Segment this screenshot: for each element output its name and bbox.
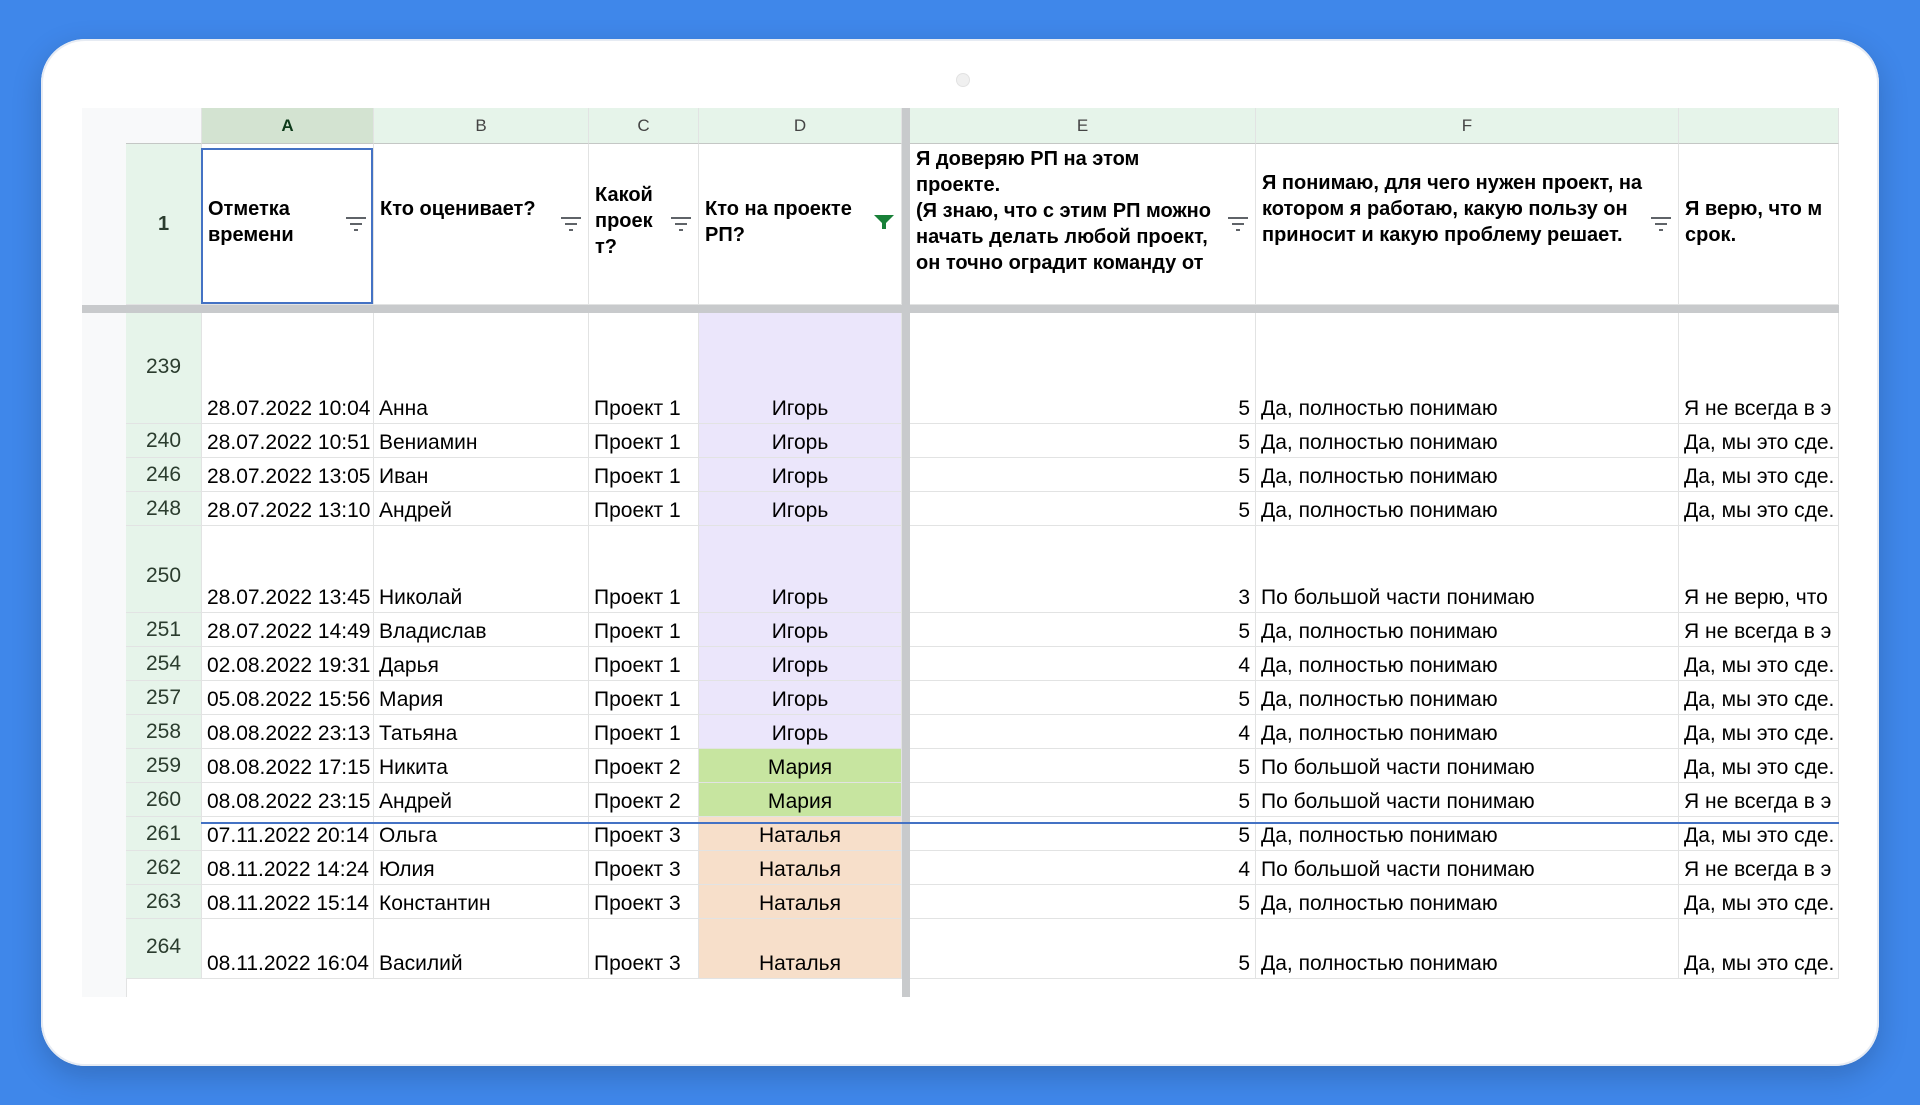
header-cell-believe[interactable] [1679,144,1839,305]
cell-text: Проект 3 [594,858,681,881]
cell-text: 08.11.2022 16:04 [207,952,369,975]
cell-text: По большой части понимаю [1261,586,1535,609]
cell-text: Наталья [758,858,841,881]
cell-trust[interactable] [910,313,1256,424]
cell-understand[interactable] [1256,424,1679,458]
col-header-c[interactable]: C [589,108,699,144]
cell-text: Я не всегда в э [1684,397,1832,420]
cell-text: Мария [767,790,833,813]
cell-text: Проект 1 [594,397,681,420]
table-row [82,715,1839,749]
cell-timestamp[interactable] [202,681,374,715]
cell-text: Я не верю, что [1684,586,1828,609]
cell-believe[interactable] [1679,715,1839,749]
header-cell-who[interactable] [374,144,589,305]
cell-timestamp[interactable] [202,613,374,647]
cell-who[interactable] [374,851,589,885]
cell-text: Проект 3 [594,824,681,847]
header-cell-understand[interactable] [1256,144,1679,305]
cell-who[interactable] [374,526,589,613]
cell-pm[interactable] [699,613,902,647]
cell-believe[interactable] [1679,851,1839,885]
cell-understand[interactable] [1256,458,1679,492]
cell-understand[interactable] [1256,613,1679,647]
cell-text: 28.07.2022 10:04 [207,397,371,420]
cell-understand[interactable] [1256,647,1679,681]
row-number[interactable]: 259 [126,749,202,783]
row-number[interactable]: 257 [126,681,202,715]
cell-text: Татьяна [379,722,458,745]
cell-timestamp[interactable] [202,783,374,817]
cell-pm[interactable] [699,647,902,681]
spreadsheet[interactable] [82,108,1839,997]
cell-text: 28.07.2022 10:51 [207,431,371,454]
cell-text: Проект 2 [594,790,681,813]
cell-who[interactable] [374,783,589,817]
cell-text: Да, мы это сде. [1684,756,1835,779]
cell-text: Да, полностью понимаю [1261,722,1498,745]
cell-text: 5 [1238,892,1250,915]
cell-text: 5 [1238,465,1250,488]
cell-trust[interactable] [910,681,1256,715]
table-row [82,492,1839,526]
cell-text: По большой части понимаю [1261,756,1535,779]
cell-trust[interactable] [910,613,1256,647]
cell-understand[interactable] [1256,681,1679,715]
header-text: Я верю, что м срок. [1685,198,1823,246]
cell-trust[interactable] [910,647,1256,681]
cell-believe[interactable] [1679,613,1839,647]
cell-text: 5 [1238,790,1250,813]
cell-trust[interactable] [910,783,1256,817]
cell-who[interactable] [374,715,589,749]
cell-trust[interactable] [910,749,1256,783]
cell-text: Владислав [379,620,487,643]
cell-text: Игорь [771,688,829,711]
cell-trust[interactable] [910,885,1256,919]
cell-text: Да, мы это сде. [1684,722,1835,745]
cell-pm[interactable] [699,458,902,492]
row-number[interactable]: 239 [126,313,202,424]
cell-text: Да, полностью понимаю [1261,431,1498,454]
row-number[interactable]: 261 [126,817,202,851]
col-header-e[interactable]: E [910,108,1256,144]
row-number[interactable]: 246 [126,458,202,492]
cell-text: Я не всегда в э [1684,620,1832,643]
cell-text: Андрей [379,499,452,522]
cell-text: 4 [1238,858,1250,881]
col-header-d[interactable]: D [699,108,902,144]
table-row [82,647,1839,681]
header-text: Я доверяю РП на этом проекте. (Я знаю, что с этим РП можно начать делать любой проект, он точно оградит команду от [916,148,1211,274]
table-row [82,885,1839,919]
cell-text: Да, полностью понимаю [1261,465,1498,488]
cell-text: Игорь [771,397,829,420]
cell-project[interactable] [589,885,699,919]
cell-project[interactable] [589,526,699,613]
cell-understand[interactable] [1256,526,1679,613]
filter-icon[interactable] [670,216,692,232]
cell-who[interactable] [374,313,589,424]
cell-text: Игорь [771,465,829,488]
cell-project[interactable] [589,715,699,749]
cell-project[interactable] [589,647,699,681]
cell-pm[interactable] [699,681,902,715]
cell-text: Анна [379,397,428,420]
cell-who[interactable] [374,681,589,715]
cell-text: Проект 1 [594,499,681,522]
cell-text: 5 [1238,824,1250,847]
cell-text: 5 [1238,756,1250,779]
selected-cell-outline [201,148,373,304]
cell-text: Игорь [771,431,829,454]
filter-icon[interactable] [1227,216,1249,232]
cell-text: Да, мы это сде. [1684,688,1835,711]
cell-text: 28.07.2022 13:10 [207,499,371,522]
cell-text: 28.07.2022 13:05 [207,465,371,488]
cell-text: Да, полностью понимаю [1261,824,1498,847]
cell-text: 08.08.2022 23:13 [207,722,371,745]
cell-timestamp[interactable] [202,492,374,526]
cell-text: Наталья [758,892,841,915]
cell-text: Василий [379,952,463,975]
cell-trust[interactable] [910,424,1256,458]
cell-text: 5 [1238,397,1250,420]
filter-active-icon[interactable] [873,214,895,230]
camera-icon [956,73,970,87]
col-header-b[interactable]: B [374,108,589,144]
cell-trust[interactable] [910,458,1256,492]
cell-pm[interactable] [699,749,902,783]
cell-text: Мария [767,756,833,779]
cell-text: Проект 1 [594,654,681,677]
cell-believe[interactable] [1679,647,1839,681]
table-row [82,424,1839,458]
cell-text: Проект 1 [594,431,681,454]
cell-pm[interactable] [699,526,902,613]
cell-text: Да, полностью понимаю [1261,620,1498,643]
cell-text: Мария [379,688,444,711]
cell-who[interactable] [374,919,589,979]
cell-text: 5 [1238,499,1250,522]
cell-believe[interactable] [1679,681,1839,715]
cell-text: 07.11.2022 20:14 [207,824,369,847]
cell-timestamp[interactable] [202,919,374,979]
cell-text: 4 [1238,722,1250,745]
col-header-g[interactable] [1679,108,1839,144]
cell-text: Проект 1 [594,465,681,488]
cell-text: Ольга [379,824,438,847]
cell-text: Да, полностью понимаю [1261,654,1498,677]
cell-understand[interactable] [1256,492,1679,526]
cell-text: Проект 1 [594,620,681,643]
frozen-row-divider[interactable] [82,305,1839,313]
cell-timestamp[interactable] [202,749,374,783]
cell-text: Наталья [758,824,841,847]
row-number[interactable]: 251 [126,613,202,647]
cell-text: Да, мы это сде. [1684,465,1835,488]
cell-who[interactable] [374,492,589,526]
cell-project[interactable] [589,681,699,715]
cell-text: 08.11.2022 15:14 [207,892,369,915]
cell-believe[interactable] [1679,424,1839,458]
cell-text: Я не всегда в э [1684,858,1832,881]
header-text: Кто оценивает? [380,198,536,220]
cell-text: Проект 2 [594,756,681,779]
cell-text: Андрей [379,790,452,813]
cell-text: Проект 1 [594,722,681,745]
cell-text: Да, мы это сде. [1684,824,1835,847]
header-text: Какой проек т? [595,184,653,258]
cell-text: 5 [1238,688,1250,711]
cell-text: Проект 3 [594,892,681,915]
cell-who[interactable] [374,749,589,783]
cell-pm[interactable] [699,919,902,979]
cell-text: Юлия [379,858,435,881]
frozen-column-divider[interactable] [902,108,910,997]
cell-project[interactable] [589,749,699,783]
table-row [82,851,1839,885]
cell-understand[interactable] [1256,919,1679,979]
cell-believe[interactable] [1679,885,1839,919]
cell-project[interactable] [589,458,699,492]
range-divider-line [201,822,1839,824]
cell-pm[interactable] [699,851,902,885]
cell-text: Да, полностью понимаю [1261,499,1498,522]
corner-cell[interactable] [126,108,202,144]
cell-understand[interactable] [1256,851,1679,885]
row-number[interactable]: 250 [126,526,202,613]
cell-timestamp[interactable] [202,851,374,885]
cell-text: Да, мы это сде. [1684,952,1835,975]
cell-text: Никита [379,756,448,779]
cell-text: 02.08.2022 19:31 [207,654,371,677]
cell-text: Проект 1 [594,688,681,711]
col-header-f[interactable]: F [1256,108,1679,144]
cell-who[interactable] [374,647,589,681]
cell-who[interactable] [374,458,589,492]
cell-text: Проект 3 [594,952,681,975]
cell-text: 08.08.2022 17:15 [207,756,371,779]
row-number[interactable]: 260 [126,783,202,817]
cell-text: 5 [1238,431,1250,454]
cell-project[interactable] [589,424,699,458]
cell-project[interactable] [589,313,699,424]
cell-understand[interactable] [1256,313,1679,424]
header-text: Отметка времени [208,198,294,246]
cell-understand[interactable] [1256,715,1679,749]
cell-text: 28.07.2022 13:45 [207,586,371,609]
row-number[interactable]: 263 [126,885,202,919]
cell-text: Игорь [771,499,829,522]
cell-believe[interactable] [1679,492,1839,526]
cell-text: Игорь [771,586,829,609]
cell-timestamp[interactable] [202,526,374,613]
row-number[interactable]: 1 [126,144,202,305]
cell-trust[interactable] [910,919,1256,979]
cell-text: По большой части понимаю [1261,858,1535,881]
cell-project[interactable] [589,492,699,526]
cell-project[interactable] [589,851,699,885]
cell-text: Иван [379,465,429,488]
cell-text: Дарья [379,654,439,677]
cell-text: Да, мы это сде. [1684,892,1835,915]
cell-text: Проект 1 [594,586,681,609]
cell-pm[interactable] [699,715,902,749]
header-cell-project[interactable] [589,144,699,305]
cell-text: Игорь [771,722,829,745]
cell-timestamp[interactable] [202,424,374,458]
cell-text: Константин [379,892,491,915]
table-row [82,613,1839,647]
table-row [82,783,1839,817]
cell-text: 4 [1238,654,1250,677]
cell-believe[interactable] [1679,526,1839,613]
row-number[interactable]: 248 [126,492,202,526]
cell-who[interactable] [374,613,589,647]
table-row [82,313,1839,424]
cell-pm[interactable] [699,492,902,526]
cell-text: 5 [1238,620,1250,643]
cell-text: 5 [1238,952,1250,975]
cell-text: Николай [379,586,463,609]
table-row [82,681,1839,715]
row-number[interactable]: 258 [126,715,202,749]
table-row [82,458,1839,492]
cell-timestamp[interactable] [202,715,374,749]
cell-trust[interactable] [910,492,1256,526]
header-text: Кто на проекте РП? [705,198,852,246]
cell-text: Да, полностью понимаю [1261,952,1498,975]
row-number[interactable]: 240 [126,424,202,458]
column-header-row [82,108,1839,144]
cell-text: 3 [1238,586,1250,609]
row-number[interactable]: 264 [126,919,202,979]
cell-text: Игорь [771,620,829,643]
cell-text: Да, мы это сде. [1684,654,1835,677]
cell-text: 08.08.2022 23:15 [207,790,371,813]
cell-timestamp[interactable] [202,458,374,492]
header-cell-trust[interactable] [910,144,1256,305]
cell-text: Да, мы это сде. [1684,499,1835,522]
cell-who[interactable] [374,885,589,919]
col-header-a[interactable]: A [202,108,374,144]
cell-understand[interactable] [1256,885,1679,919]
cell-understand[interactable] [1256,749,1679,783]
cell-text: Наталья [758,952,841,975]
table-row [82,526,1839,613]
cell-understand[interactable] [1256,783,1679,817]
cell-trust[interactable] [910,526,1256,613]
table-row [82,749,1839,783]
cell-pm[interactable] [699,885,902,919]
header-text: Я понимаю, для чего нужен проект, на котором я работаю, какую пользу он приносит и какую проблему решает. [1262,172,1643,246]
filter-icon[interactable] [560,216,582,232]
cell-believe[interactable] [1679,313,1839,424]
cell-project[interactable] [589,613,699,647]
cell-believe[interactable] [1679,919,1839,979]
row-number[interactable]: 262 [126,851,202,885]
cell-pm[interactable] [699,783,902,817]
cell-text: Игорь [771,654,829,677]
cell-text: Вениамин [379,431,478,454]
row-number[interactable]: 254 [126,647,202,681]
cell-pm[interactable] [699,313,902,424]
cell-timestamp[interactable] [202,647,374,681]
cell-project[interactable] [589,783,699,817]
cell-pm[interactable] [699,424,902,458]
cell-text: Я не всегда в э [1684,790,1832,813]
header-cell-pm[interactable] [699,144,902,305]
cell-text: 28.07.2022 14:49 [207,620,371,643]
cell-project[interactable] [589,919,699,979]
cell-trust[interactable] [910,851,1256,885]
cell-timestamp[interactable] [202,885,374,919]
cell-text: По большой части понимаю [1261,790,1535,813]
cell-text: 05.08.2022 15:56 [207,688,371,711]
cell-text: 08.11.2022 14:24 [207,858,369,881]
cell-text: Да, полностью понимаю [1261,397,1498,420]
cell-text: Да, полностью понимаю [1261,688,1498,711]
table-row [82,919,1839,979]
cell-text: Да, мы это сде. [1684,431,1835,454]
cell-text: Да, полностью понимаю [1261,892,1498,915]
filter-icon[interactable] [1650,216,1672,232]
cell-believe[interactable] [1679,783,1839,817]
cell-who[interactable] [374,424,589,458]
cell-believe[interactable] [1679,458,1839,492]
cell-believe[interactable] [1679,749,1839,783]
cell-timestamp[interactable] [202,313,374,424]
cell-trust[interactable] [910,715,1256,749]
